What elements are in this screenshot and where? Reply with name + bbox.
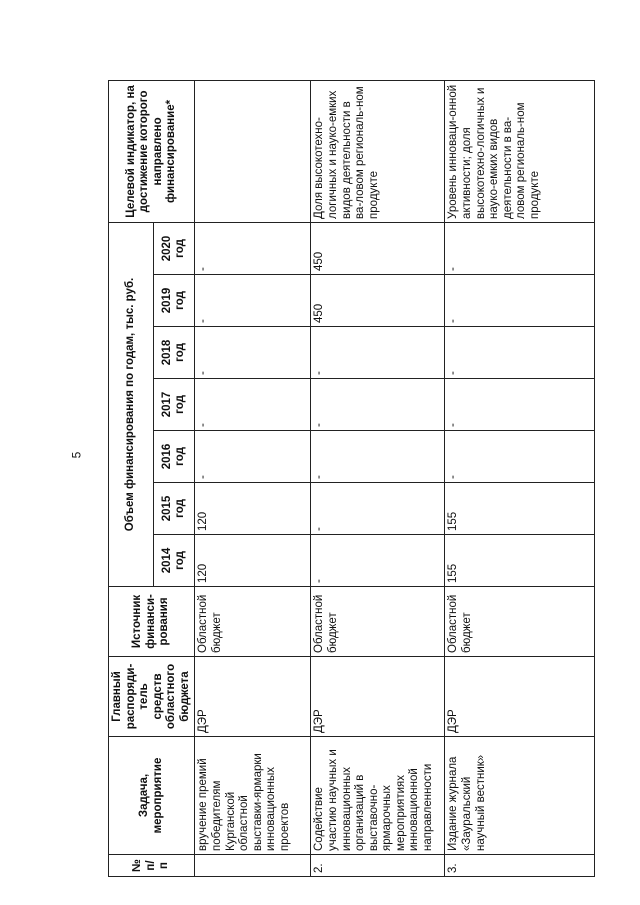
header-year: 2019 год bbox=[154, 275, 195, 327]
financing-table bbox=[108, 80, 595, 877]
header-year: 2017 год bbox=[154, 379, 195, 431]
row-value: 120 bbox=[195, 535, 311, 587]
header-year: 2016 год bbox=[154, 431, 195, 483]
row-value: - bbox=[311, 483, 445, 535]
row-value: - bbox=[195, 275, 311, 327]
row-value: - bbox=[445, 275, 595, 327]
row-task: Содействие участию научных и инновационных организаций в выставочно-ярмарочных мероприятиях инновационной направленности bbox=[311, 737, 445, 855]
row-source: Областной бюджет bbox=[195, 587, 311, 657]
row-value: - bbox=[445, 379, 595, 431]
header-year: 2014 год bbox=[154, 535, 195, 587]
row-value: - bbox=[311, 379, 445, 431]
row-target: Доля высокотехно-логичных и науко-емких видов деятельности в ва-ловом региональ-ном продукте bbox=[311, 80, 445, 222]
row-value: 120 bbox=[195, 483, 311, 535]
row-value: 450 bbox=[311, 275, 445, 327]
header-year: 2020 год bbox=[154, 222, 195, 274]
row-num: 2. bbox=[311, 855, 445, 877]
row-target: Уровень инноваци-онной активности; доля высокотехно-логичных и науко-емких видов деятельности в ва-ловом региональ-ном продукте bbox=[445, 80, 595, 222]
row-task: вручение премий победителям Курганской областной выставки-ярмарки инновационных проектов bbox=[195, 737, 311, 855]
table-row bbox=[311, 80, 445, 876]
row-value: - bbox=[445, 431, 595, 483]
header-year: 2015 год bbox=[154, 483, 195, 535]
header-manager: Главный распоряди-тель средств областного бюджета bbox=[109, 657, 195, 737]
table-row bbox=[195, 80, 311, 876]
row-manager: ДЭР bbox=[445, 657, 595, 737]
row-value: - bbox=[195, 222, 311, 274]
header-source: Источник финанси-рования bbox=[109, 587, 195, 657]
row-manager: ДЭР bbox=[311, 657, 445, 737]
row-value: - bbox=[311, 535, 445, 587]
row-source: Областной бюджет bbox=[311, 587, 445, 657]
row-value: - bbox=[195, 431, 311, 483]
row-target bbox=[195, 80, 311, 222]
row-value: 450 bbox=[311, 222, 445, 274]
row-value: 155 bbox=[445, 483, 595, 535]
row-task: Издание журнала «Зауральский научный вестник» bbox=[445, 737, 595, 855]
table-row bbox=[445, 80, 595, 876]
row-value: - bbox=[445, 327, 595, 379]
header-volume: Объем финансирования по годам, тыс. руб. bbox=[109, 222, 154, 586]
row-source: Областной бюджет bbox=[445, 587, 595, 657]
row-value: - bbox=[311, 431, 445, 483]
row-value: 155 bbox=[445, 535, 595, 587]
row-num: 3. bbox=[445, 855, 595, 877]
row-value: - bbox=[445, 222, 595, 274]
header-task: Задача, мероприятие bbox=[109, 737, 195, 855]
row-value: - bbox=[311, 327, 445, 379]
row-manager: ДЭР bbox=[195, 657, 311, 737]
row-value: - bbox=[195, 379, 311, 431]
header-num: № п/п bbox=[109, 855, 195, 877]
financing-table-sheet bbox=[108, 81, 636, 877]
page-number: 5 bbox=[69, 451, 84, 459]
header-target: Целевой индикатор, на достижение которого направлено финансирование* bbox=[109, 80, 195, 222]
row-value: - bbox=[195, 327, 311, 379]
row-num bbox=[195, 855, 311, 877]
header-year: 2018 год bbox=[154, 327, 195, 379]
